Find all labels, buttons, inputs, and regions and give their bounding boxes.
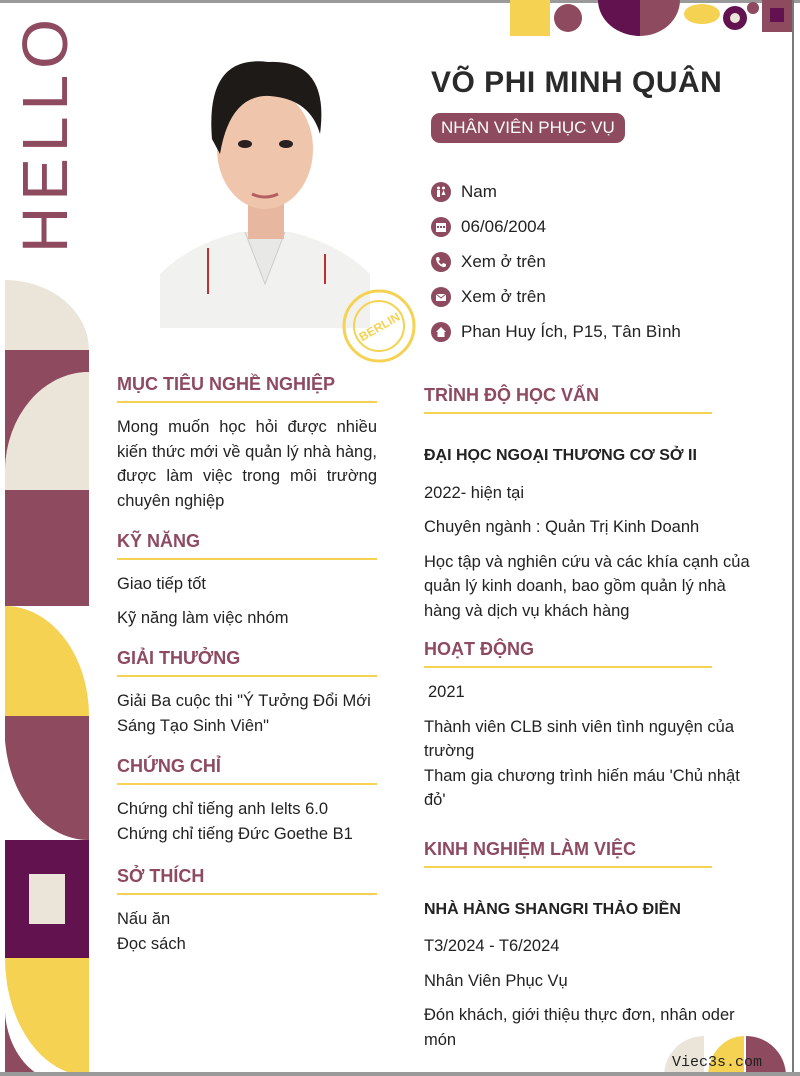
experience-period: T3/2024 - T6/2024 (424, 937, 560, 955)
hello-vertical-text: HELLO (9, 13, 81, 253)
profile-photo (160, 44, 370, 328)
experience-role: Nhân Viên Phục Vụ (424, 971, 568, 990)
gender-icon (431, 182, 451, 202)
address-value: Phan Huy Ích, P15, Tân Bình (461, 321, 681, 341)
hobby-item: Đọc sách (117, 934, 186, 953)
experience-section (424, 839, 764, 1053)
gender-value: Nam (461, 181, 497, 201)
education-description: Học tập và nghiên cứu và các khía cạnh của quản lý kinh doanh, bao gồm quản lý nhà hàng và dịch vụ khách hàng (424, 552, 750, 620)
experience-title: KINH NGHIỆM LÀM VIỆC (424, 839, 712, 868)
frame-bottom-border (0, 1072, 800, 1076)
education-period: 2022- hiện tại (424, 483, 524, 502)
info-address (431, 314, 681, 349)
hobbies-section (117, 866, 377, 956)
certificates-section (117, 756, 377, 846)
candidate-name: VÕ PHI MINH QUÂN (431, 66, 723, 99)
education-major: Chuyên ngành : Quản Trị Kinh Doanh (424, 518, 700, 536)
awards-text: Giải Ba cuộc thi "Ý Tưởng Đổi Mới Sáng Tạo Sinh Viên" (117, 692, 371, 735)
decor-shape (640, 0, 680, 36)
skill-item: Giao tiếp tốt (117, 575, 206, 593)
hobbies-title: SỞ THÍCH (117, 866, 377, 895)
skill-item: Kỹ năng làm việc nhóm (117, 608, 289, 627)
experience-description: Đón khách, giới thiệu thực đơn, nhân oder món (424, 1006, 735, 1049)
decor-shape (598, 0, 640, 36)
stamp-text: BERLIN (356, 309, 403, 345)
certificates-title: CHỨNG CHỈ (117, 756, 377, 785)
objective-title: MỤC TIÊU NGHỀ NGHIỆP (117, 374, 377, 403)
frame-right-border (792, 0, 794, 1076)
phone-icon (431, 252, 451, 272)
activity-item: Thành viên CLB sinh viên tình nguyện của trường (424, 717, 735, 760)
decor-shape (510, 0, 550, 36)
watermark: Viec3s.com (672, 1054, 763, 1071)
info-email (431, 279, 681, 314)
info-gender (431, 174, 681, 209)
objective-section (117, 374, 377, 513)
birthday-value: 06/06/2004 (461, 216, 547, 236)
hobby-item: Nấu ăn (117, 910, 171, 928)
activities-title: HOẠT ĐỘNG (424, 639, 712, 668)
skills-title: KỸ NĂNG (117, 531, 377, 560)
phone-value: Xem ở trên (461, 251, 546, 271)
position-badge: NHÂN VIÊN PHỤC VỤ (431, 113, 625, 143)
home-icon (431, 322, 451, 342)
activity-item: Tham gia chương trình hiến máu 'Chủ nhật đỏ' (424, 766, 740, 809)
awards-title: GIẢI THƯỞNG (117, 648, 377, 677)
education-section (424, 385, 764, 623)
email-icon (431, 287, 451, 307)
calendar-icon (431, 217, 451, 237)
info-phone (431, 244, 681, 279)
info-birthday (431, 209, 681, 244)
objective-text: Mong muốn học hỏi được nhiều kiến thức mới về quản lý nhà hàng, được làm việc trong môi trường chuyên nghiệp (117, 418, 377, 510)
experience-company: NHÀ HÀNG SHANGRI THẢO ĐIỀN (424, 900, 681, 918)
decor-shape (730, 13, 740, 23)
education-school: ĐẠI HỌC NGOẠI THƯƠNG CƠ SỞ II (424, 447, 697, 464)
decor-shape (684, 4, 720, 24)
awards-section (117, 648, 377, 738)
personal-info (431, 174, 681, 349)
certificate-item: Chứng chỉ tiếng Đức Goethe B1 (117, 824, 353, 843)
decor-shape (747, 2, 759, 14)
education-title: TRÌNH ĐỘ HỌC VẤN (424, 385, 712, 414)
activities-section (424, 639, 764, 813)
decor-shape (770, 8, 784, 22)
left-column (117, 374, 377, 956)
certificate-item: Chứng chỉ tiếng anh Ielts 6.0 (117, 800, 329, 818)
email-value: Xem ở trên (461, 286, 546, 306)
berlin-stamp-icon (340, 287, 418, 365)
top-decoration (510, 0, 796, 36)
skills-section (117, 531, 377, 630)
decor-shape (554, 4, 582, 32)
right-column (424, 385, 764, 1052)
activities-year: 2021 (428, 683, 465, 701)
